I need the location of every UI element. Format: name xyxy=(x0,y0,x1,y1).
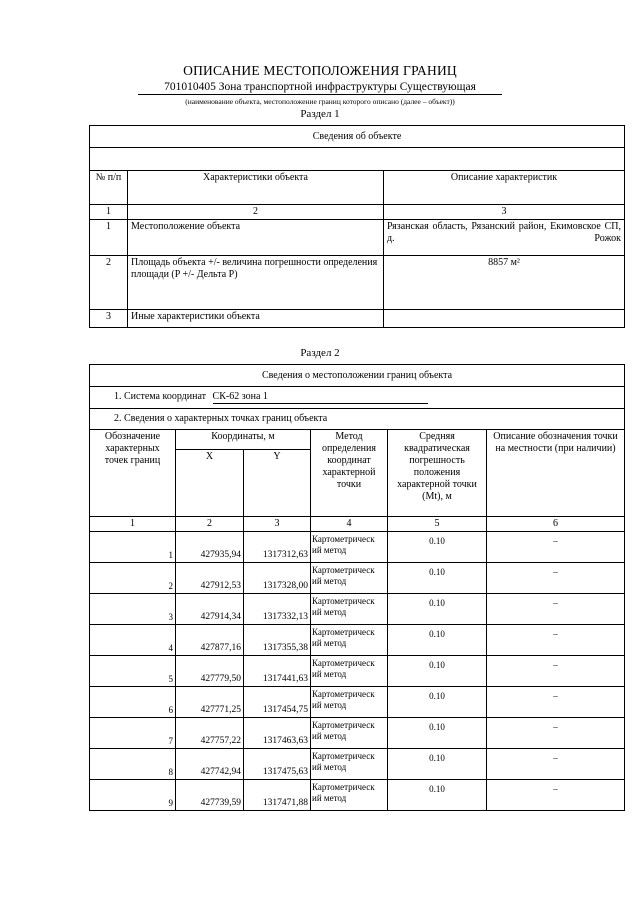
point-x: 427912,53 xyxy=(176,563,244,594)
point-y: 1317441,63 xyxy=(244,656,311,687)
point-x: 427935,94 xyxy=(176,532,244,563)
object-name xyxy=(0,81,640,95)
table1-caption: Сведения об объекте xyxy=(90,126,625,148)
table1-idx: 2 xyxy=(128,205,384,220)
point-description: – xyxy=(487,563,625,594)
point-y: 1317312,63 xyxy=(244,532,311,563)
section-2-heading: Раздел 2 xyxy=(300,347,340,359)
table2-idx: 1 xyxy=(90,517,176,532)
point-error: 0.10 xyxy=(388,563,487,594)
point-id: 1 xyxy=(90,532,176,563)
point-id: 3 xyxy=(90,594,176,625)
point-y: 1317475,63 xyxy=(244,749,311,780)
table2-caption: Сведения о местоположении границ объекта xyxy=(90,365,625,387)
table-row xyxy=(90,625,625,656)
table2-idx: 2 xyxy=(176,517,244,532)
point-description: – xyxy=(487,687,625,718)
row-description: 8857 м² xyxy=(384,256,625,310)
table-row xyxy=(90,718,625,749)
point-id: 9 xyxy=(90,780,176,811)
point-y: 1317332,13 xyxy=(244,594,311,625)
point-description: – xyxy=(487,625,625,656)
point-id: 8 xyxy=(90,749,176,780)
point-description: – xyxy=(487,594,625,625)
point-method: Картометрическ ий метод xyxy=(311,625,388,656)
table-row xyxy=(90,656,625,687)
point-description: – xyxy=(487,718,625,749)
row-characteristic: Местоположение объекта xyxy=(128,220,384,256)
point-method: Картометрическ ий метод xyxy=(311,780,388,811)
point-error: 0.10 xyxy=(388,749,487,780)
point-method: Картометрическ ий метод xyxy=(311,718,388,749)
point-error: 0.10 xyxy=(388,625,487,656)
point-y: 1317471,88 xyxy=(244,780,311,811)
table-row xyxy=(90,749,625,780)
coord-system-label: 1. Система координат xyxy=(114,391,207,402)
table1-col-desc: Описание характеристик xyxy=(384,171,625,205)
table2-index-row xyxy=(90,517,625,532)
table1-empty-row xyxy=(90,148,625,171)
table-row xyxy=(90,563,625,594)
object-name-text: 701010405 Зона транспортной инфраструктуры Существующая xyxy=(138,81,502,95)
document-title: ОПИСАНИЕ МЕСТОПОЛОЖЕНИЯ ГРАНИЦ xyxy=(183,63,457,78)
point-x: 427757,22 xyxy=(176,718,244,749)
point-description: – xyxy=(487,532,625,563)
table-row xyxy=(90,256,625,310)
point-method: Картометрическ ий метод xyxy=(311,594,388,625)
col-x: X xyxy=(176,450,244,517)
section-1-heading: Раздел 1 xyxy=(300,108,340,120)
point-id: 4 xyxy=(90,625,176,656)
col-y: Y xyxy=(244,450,311,517)
point-error: 0.10 xyxy=(388,780,487,811)
point-id: 6 xyxy=(90,687,176,718)
table-row xyxy=(90,220,625,256)
point-x: 427739,59 xyxy=(176,780,244,811)
table1-col-char: Характеристики объекта xyxy=(128,171,384,205)
row-number: 3 xyxy=(90,310,128,328)
col-method: Метод определения координат характерной точки xyxy=(311,430,388,517)
point-description: – xyxy=(487,780,625,811)
point-method: Картометрическ ий метод xyxy=(311,687,388,718)
point-error: 0.10 xyxy=(388,687,487,718)
points-label: 2. Сведения о характерных точках границ объекта xyxy=(90,409,625,430)
point-method: Картометрическ ий метод xyxy=(311,656,388,687)
point-y: 1317355,38 xyxy=(244,625,311,656)
point-method: Картометрическ ий метод xyxy=(311,532,388,563)
col-point: Обозначение характерных точек границ xyxy=(90,430,176,517)
point-y: 1317463,63 xyxy=(244,718,311,749)
object-info-table xyxy=(89,125,625,328)
row-characteristic: Площадь объекта +/- величина погрешности определения площади (P +/- Дельта P) xyxy=(128,256,384,310)
col-coordinates: Координаты, м xyxy=(176,430,311,450)
point-id: 2 xyxy=(90,563,176,594)
table2-idx: 4 xyxy=(311,517,388,532)
table-row xyxy=(90,532,625,563)
point-error: 0.10 xyxy=(388,532,487,563)
object-name-note: (наименование объекта, местоположение границ которого описано (далее – объект)) xyxy=(185,97,455,106)
point-x: 427877,16 xyxy=(176,625,244,656)
point-description: – xyxy=(487,656,625,687)
boundary-points-table xyxy=(89,364,625,811)
point-description: – xyxy=(487,749,625,780)
point-method: Картометрическ ий метод xyxy=(311,563,388,594)
table1-idx: 3 xyxy=(384,205,625,220)
row-number: 1 xyxy=(90,220,128,256)
table2-idx: 6 xyxy=(487,517,625,532)
point-x: 427742,94 xyxy=(176,749,244,780)
point-y: 1317328,00 xyxy=(244,563,311,594)
table-row xyxy=(90,780,625,811)
point-x: 427779,50 xyxy=(176,656,244,687)
point-method: Картометрическ ий метод xyxy=(311,749,388,780)
coord-system-value: СК-62 зона 1 xyxy=(212,391,268,402)
table1-col-no: № п/п xyxy=(90,171,128,205)
row-description: Рязанская область, Рязанский район, Екимовское СП, д. Рожок xyxy=(384,220,625,256)
row-description xyxy=(384,310,625,328)
point-id: 7 xyxy=(90,718,176,749)
point-y: 1317454,75 xyxy=(244,687,311,718)
col-desc: Описание обозначения точки на местности (при наличии) xyxy=(487,430,625,517)
table-row xyxy=(90,687,625,718)
point-error: 0.10 xyxy=(388,656,487,687)
point-x: 427771,25 xyxy=(176,687,244,718)
point-error: 0.10 xyxy=(388,718,487,749)
point-x: 427914,34 xyxy=(176,594,244,625)
table2-idx: 3 xyxy=(244,517,311,532)
table2-idx: 5 xyxy=(388,517,487,532)
point-error: 0.10 xyxy=(388,594,487,625)
col-error: Средняя квадратическая погрешность положения характерной точки (Mt), м xyxy=(388,430,487,517)
point-id: 5 xyxy=(90,656,176,687)
row-characteristic: Иные характеристики объекта xyxy=(128,310,384,328)
coord-system-row xyxy=(90,387,625,409)
table-row xyxy=(90,310,625,328)
table1-idx: 1 xyxy=(90,205,128,220)
row-number: 2 xyxy=(90,256,128,310)
table-row xyxy=(90,594,625,625)
